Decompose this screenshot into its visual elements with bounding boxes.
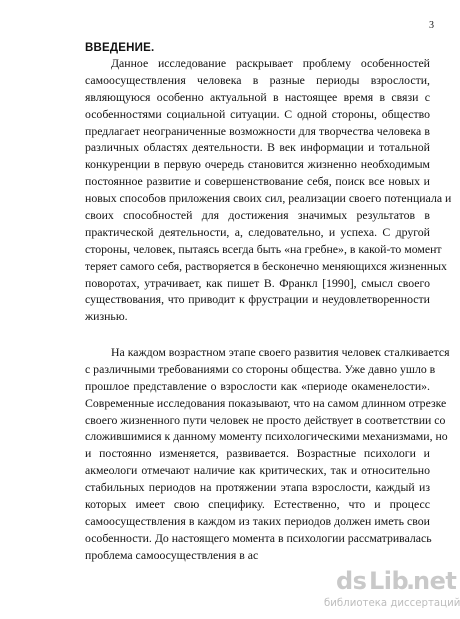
text-line: самоосуществления человека в разные периоды взрослости, bbox=[85, 72, 430, 87]
text-line: особенностями социальной ситуации. С одной стороны, общество bbox=[85, 106, 430, 121]
watermark-logo-lib: Lib bbox=[369, 567, 409, 595]
watermark-logo-ds: ds bbox=[336, 567, 367, 595]
text-line: теряет самого себя, растворяется в бесконечно меняющихся жизненных bbox=[85, 258, 447, 273]
text-line: поворотах, утрачивает, как пишет В. Франкл [1990], смысл своего bbox=[85, 275, 430, 290]
text-line: практической деятельности, а, следовательно, и успеха. С другой bbox=[85, 224, 430, 239]
text-line: особенности. До настоящего момента в психологии рассматривалась bbox=[85, 530, 432, 545]
text-line: стабильных периодов на протяжении этапа взрослости, каждый из bbox=[85, 480, 430, 495]
text-line: прошлое представление о взрослости как «периоде окаменелости». bbox=[85, 378, 430, 393]
text-line: различных областях деятельности. В век информации и тотальной bbox=[85, 140, 430, 155]
text-line: существования, что приводит к фрустрации и неудовлетворенности bbox=[85, 292, 430, 307]
text-line: которых имеет свою специфику. Естественно, что и процесс bbox=[85, 497, 430, 512]
text-line: и постоянно изменяется, развивается. Возрастные психологи и bbox=[85, 446, 430, 461]
paragraph-1 bbox=[85, 55, 452, 325]
text-line: На каждом возрастном этапе своего развития человек сталкивается bbox=[111, 345, 450, 359]
text-line: с различными требованиями со стороны общества. Уже давно ушло в bbox=[85, 361, 436, 376]
text-line: являющуюся особенно актуальной в настоящее время в связи с bbox=[85, 89, 430, 104]
text-line: самоосуществления в каждом из таких периодов должен иметь свои bbox=[85, 513, 430, 528]
text-line: сложившимися к данному моменту психологическими механизмами, но bbox=[85, 429, 448, 444]
text-line: постоянное развитие и совершенствование себя, поиск все новых и bbox=[85, 174, 430, 189]
watermark-logo-dot: . bbox=[406, 567, 416, 595]
text-line: своих способностей для достижения значимых результатов в bbox=[85, 208, 430, 223]
paragraph-2 bbox=[85, 344, 450, 564]
text-line: предлагает неограниченные возможности для творчества человека в bbox=[85, 123, 430, 138]
text-line: акмеологи отмечают наличие как критических, так и относительно bbox=[85, 463, 430, 478]
text-line: стороны, человек, пытаясь всегда быть «на гребне», в какой-то момент bbox=[85, 241, 442, 256]
watermark-logo-net: net bbox=[413, 567, 457, 595]
text-line: Современные исследования показывают, что на самом длинном отрезке bbox=[85, 395, 447, 410]
text-line: проблема самоосуществления в ас bbox=[85, 547, 259, 562]
watermark bbox=[324, 566, 460, 619]
text-line: жизнью. bbox=[85, 309, 128, 324]
text-line: своего жизненного пути человек не просто действует в соответствии со bbox=[85, 412, 446, 427]
section-heading: ВВЕДЕНИЕ. bbox=[85, 42, 155, 54]
page-number: 3 bbox=[429, 20, 434, 31]
watermark-caption: библиотека диссертаций bbox=[324, 598, 460, 609]
text-line: новых способов приложения своих сил, реализации своего потенциала и bbox=[85, 191, 452, 206]
text-line: Данное исследование раскрывает проблему особенностей bbox=[111, 56, 430, 70]
text-line: конкуренции в первую очередь становится жизненно необходимым bbox=[85, 157, 430, 172]
